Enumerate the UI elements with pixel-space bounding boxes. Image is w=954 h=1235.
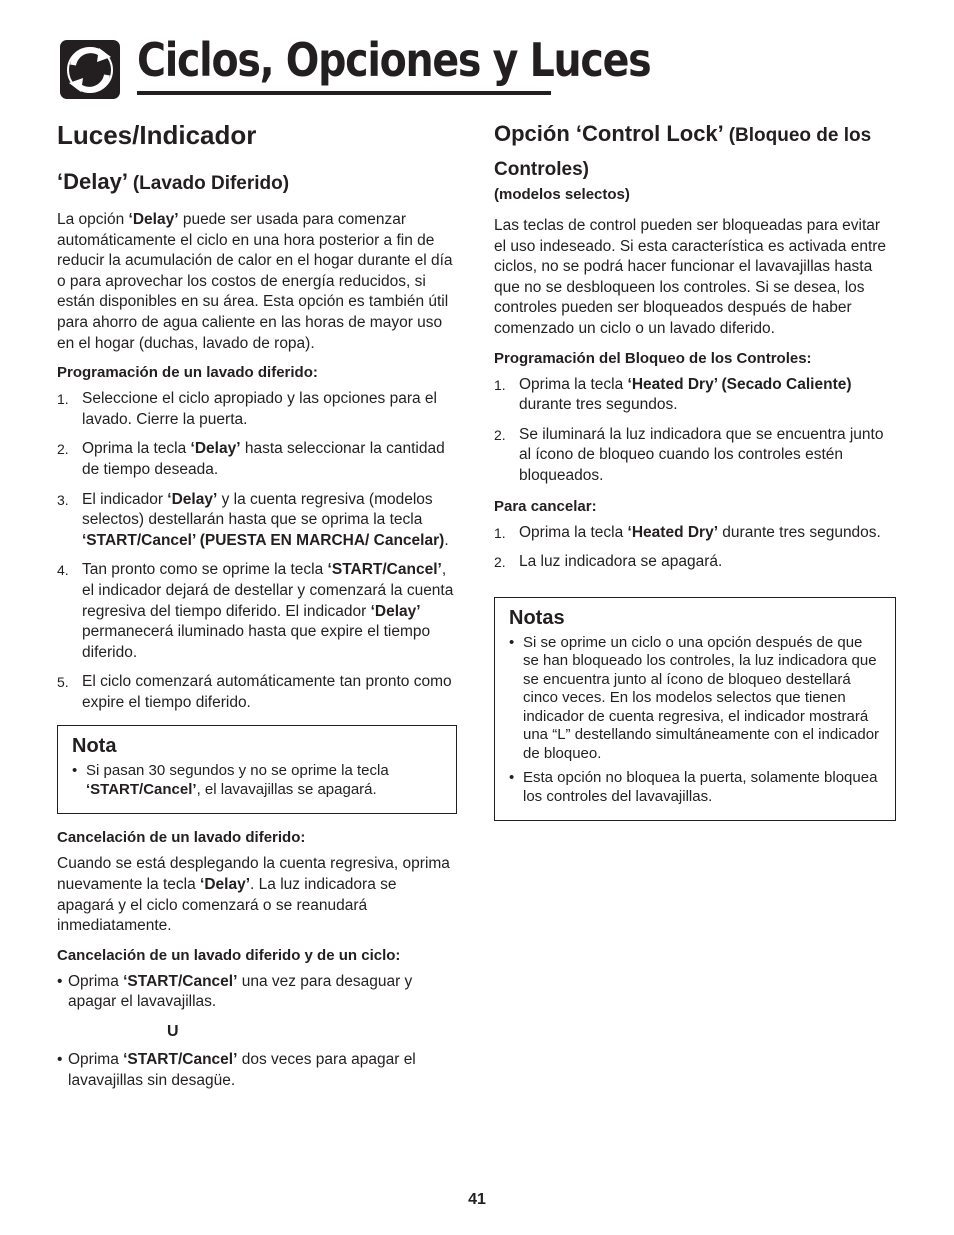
list-item: 3. El indicador ‘Delay’ y la cuenta regresiva (modelos selectos) destellarán hasta que se oprima la tecla ‘START/Cancel’ (PUESTA EN MARCHA/ Cancelar). <box>57 490 449 549</box>
page-number: 41 <box>468 1191 486 1208</box>
cancel-cycle-bullets-2 <box>57 1050 457 1091</box>
cancel-lock-label: Para cancelar: <box>494 497 597 515</box>
delay-intro: La opción ‘Delay’ puede ser usada para comenzar automáticamente el ciclo en una hora posterior a fin de reducir la acumulación de calor en el hogar durante el día o para aprovechar los costos de energía reducidos, si están disponibles en su área. Esta opción es también útil para ahorro de agua caliente en las horas de mayor uso en el hogar (duchas, lavado de ropa). <box>57 211 453 352</box>
note-item: • Esta opción no bloquea la puerta, solamente bloquea los controles del lavavajillas. <box>509 769 878 805</box>
list-item: 1. Seleccione el ciclo apropiado y las opciones para el lavado. Cierre la puerta. <box>57 390 437 428</box>
list-item: • Oprima ‘START/Cancel’ una vez para desaguar y apagar el lavavajillas. <box>57 972 413 1011</box>
cancel-cycle-bullets <box>57 972 457 1013</box>
lock-steps <box>494 375 896 487</box>
cycle-arrows-icon <box>59 39 121 100</box>
left-column <box>57 118 457 1100</box>
list-item: 2. Se iluminará la luz indicadora que se encuentra junto al ícono de bloqueo cuando los controles estén bloqueados. <box>494 425 884 484</box>
list-item: 1. Oprima la tecla ‘Heated Dry’ durante tres segundos. <box>494 523 881 541</box>
list-item: 2. Oprima la tecla ‘Delay’ hasta seleccionar la cantidad de tiempo deseada. <box>57 440 445 478</box>
note-title: Nota <box>72 735 117 758</box>
cancel-delay-label: Cancelación de un lavado diferido: <box>57 829 306 847</box>
page-title: Ciclos, Opciones y Luces <box>137 33 651 87</box>
list-item: 4. Tan pronto como se oprime la tecla ‘START/Cancel’, el indicador dejará de destellar y comenzará la cuenta regresiva del tiempo diferido. El indicador ‘Delay’ permanecerá iluminado hasta que expire el tiempo diferido. <box>57 561 454 661</box>
note-box <box>57 725 457 814</box>
list-item: 5. El ciclo comenzará automáticamente tan pronto como expire el tiempo diferido. <box>57 673 452 711</box>
notes-box <box>494 597 896 822</box>
note-item: • Si pasan 30 segundos y no se oprime la tecla ‘START/Cancel’, el lavavajillas se apagará. <box>72 762 389 798</box>
delay-programming-label: Programación de un lavado diferido: <box>57 364 318 382</box>
delay-steps <box>57 389 457 713</box>
stray-letter: U <box>167 1023 179 1041</box>
control-lock-heading: Opción ‘Control Lock’ (Bloqueo de los Controles) <box>494 121 872 180</box>
delay-heading: ‘Delay’ (Lavado Diferido) <box>57 169 290 194</box>
cancel-delay-text: Cuando se está desplegando la cuenta regresiva, oprima nuevamente la tecla ‘Delay’. La luz indicadora se apagará y el ciclo comenzará o se reanudará inmediatamente. <box>57 855 450 935</box>
note-item: • Si se oprime un ciclo o una opción después de que se han bloqueado los controles, la luz indicadora que se encuentra junto al ícono de bloqueo destellará cinco veces. En los modelos selectos que tienen indicador de cuenta regresiva, el indicador mostrará una “L” destellando simultáneamente con el indicador de bloqueo. <box>509 633 880 762</box>
cancel-cycle-label: Cancelación de un lavado diferido y de un ciclo: <box>57 946 401 964</box>
cancel-lock-steps <box>494 523 896 573</box>
control-lock-intro: Las teclas de control pueden ser bloqueadas para evitar el uso indeseado. Si esta característica es activada entre ciclos, no se podrá hacer funcionar el lavavajillas hasta que no se desbloqueen los controles. Si se desea, los controles pueden ser bloqueados después de haber comenzado un ciclo o un lavado diferido. <box>494 217 887 337</box>
list-item: 1. Oprima la tecla ‘Heated Dry’ (Secado Caliente) durante tres segundos. <box>494 375 852 414</box>
right-column <box>494 118 896 835</box>
list-item: • Oprima ‘START/Cancel’ dos veces para apagar el lavavajillas sin desagüe. <box>57 1051 416 1089</box>
lock-programming-label: Programación del Bloqueo de los Controles: <box>494 349 812 367</box>
list-item: 2. La luz indicadora se apagará. <box>494 553 723 571</box>
section-title-lights: Luces/Indicador <box>57 120 257 150</box>
notes-title: Notas <box>509 606 565 629</box>
title-underline <box>137 91 551 95</box>
models-note: (modelos selectos) <box>494 186 630 203</box>
